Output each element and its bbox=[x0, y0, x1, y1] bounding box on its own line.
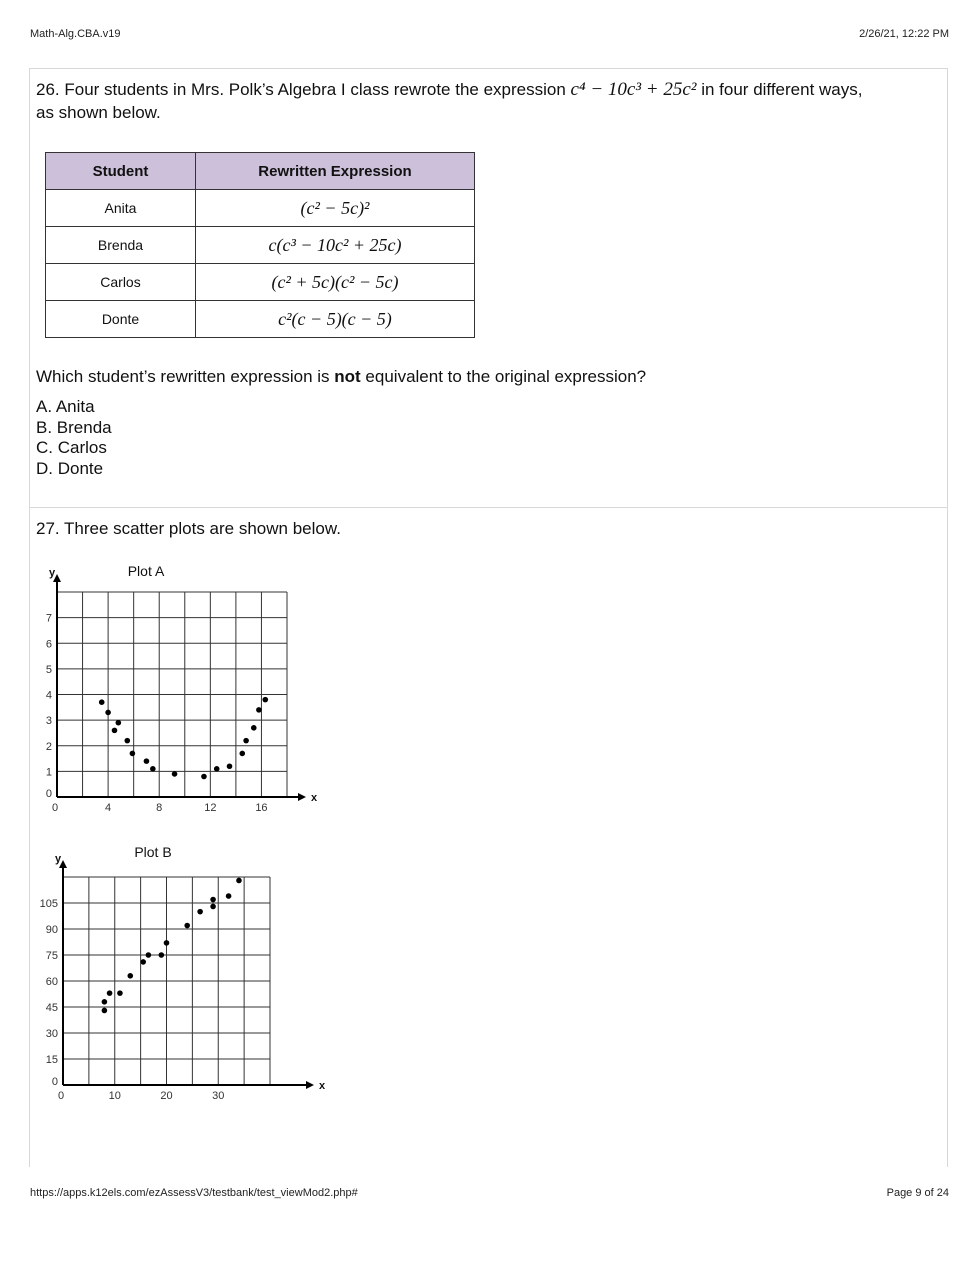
prompt-text: Which student’s rewritten expression is bbox=[36, 367, 335, 386]
plot-b-point bbox=[159, 952, 165, 958]
plot-a-point bbox=[144, 758, 150, 764]
plot-b-point bbox=[197, 909, 203, 915]
plot-a-y-tick-label: 4 bbox=[45, 689, 52, 702]
plot-b-y-tick-label: 45 bbox=[45, 1002, 58, 1014]
plot-a-point bbox=[239, 751, 245, 757]
plot-a-point bbox=[256, 707, 262, 713]
plot-b-point bbox=[102, 999, 108, 1005]
plot-b-point bbox=[107, 990, 113, 996]
rewritten-expression: (c² + 5c)(c² − 5c) bbox=[196, 264, 475, 301]
plot-b-x-tick-label: 30 bbox=[212, 1090, 225, 1102]
student-name: Carlos bbox=[46, 264, 196, 301]
choice-c[interactable]: C. Carlos bbox=[36, 438, 107, 457]
rewritten-expression: c(c³ − 10c² + 25c) bbox=[196, 227, 475, 264]
plot-a-y-tick-label: 2 bbox=[45, 740, 52, 753]
choice-d[interactable]: D. Donte bbox=[36, 458, 104, 478]
header-title: Math-Alg.CBA.v19 bbox=[30, 28, 121, 40]
plot-a-point bbox=[116, 720, 122, 726]
plot-b-point bbox=[127, 973, 133, 979]
plot-a-point bbox=[262, 697, 268, 703]
plot-b-point bbox=[210, 897, 216, 903]
plot-a-x-tick-label: 0 bbox=[51, 802, 59, 814]
plot-b-x-label: x bbox=[318, 1080, 326, 1092]
footer-page-number: Page 9 of 24 bbox=[886, 1187, 949, 1199]
plot-a-y-tick-label: 6 bbox=[45, 638, 52, 651]
plot-a-point bbox=[150, 766, 156, 772]
plot-a-x-tick-label: 8 bbox=[156, 802, 163, 814]
plot-b-point bbox=[226, 893, 232, 899]
plot-a-y-tick-label: 5 bbox=[45, 663, 52, 676]
plot-b-y-label: y bbox=[54, 853, 62, 865]
plot-a-point bbox=[124, 738, 130, 744]
choice-a[interactable]: A. Anita bbox=[36, 397, 95, 416]
plot-b-point bbox=[140, 959, 146, 965]
plot-a-point bbox=[99, 699, 105, 705]
footer-url: https://apps.k12els.com/ezAssessV3/testbank/test_viewMod2.php# bbox=[30, 1187, 358, 1199]
plot-a-point bbox=[172, 771, 178, 777]
plot-a-point bbox=[112, 728, 118, 734]
plot-b-point bbox=[184, 923, 190, 929]
plot-b-y-tick-label: 75 bbox=[45, 950, 58, 962]
plot-a-point bbox=[251, 725, 257, 731]
question-27-text: 27. Three scatter plots are shown below. bbox=[36, 519, 341, 538]
original-expression: c⁴ − 10c³ + 25c² bbox=[570, 79, 697, 100]
plot-b-point bbox=[146, 952, 152, 958]
table-header-expression: Rewritten Expression bbox=[196, 153, 475, 190]
student-name: Donte bbox=[46, 301, 196, 338]
intro-text: Four students in Mrs. Polk’s Algebra I class rewrote the expression bbox=[64, 80, 566, 99]
plot-a-point bbox=[130, 751, 136, 757]
rewritten-expression: (c² − 5c)² bbox=[196, 190, 475, 227]
plot-b-y-tick-label: 0 bbox=[51, 1076, 58, 1088]
plot-b-point bbox=[102, 1008, 108, 1014]
plot-a-x-tick-label: 4 bbox=[105, 802, 112, 814]
plot-b-point bbox=[117, 990, 123, 996]
plot-a-point bbox=[227, 763, 233, 769]
plot-a-x-label: x bbox=[310, 792, 318, 804]
plot-b-x-axis-arrow bbox=[306, 1081, 314, 1089]
question-number: 26. bbox=[36, 80, 60, 99]
intro-text-end: in four different ways, bbox=[701, 80, 863, 99]
plot-b-y-tick-label: 90 bbox=[45, 924, 58, 936]
prompt-text-end: equivalent to the original expression? bbox=[360, 367, 647, 386]
plot-a-point bbox=[243, 738, 249, 744]
plot-b-x-tick-label: 10 bbox=[108, 1090, 121, 1102]
header-datetime: 2/26/21, 12:22 PM bbox=[859, 28, 949, 40]
plot-a-point bbox=[214, 766, 220, 772]
plot-a-x-tick-label: 16 bbox=[255, 802, 268, 814]
plot-a-title: Plot A bbox=[127, 563, 165, 579]
rewritten-expression: c²(c − 5)(c − 5) bbox=[196, 301, 475, 338]
plot-b-y-tick-label: 30 bbox=[45, 1028, 58, 1040]
student-name: Anita bbox=[46, 190, 196, 227]
plot-b-point bbox=[210, 904, 216, 910]
prompt-emphasis: not bbox=[334, 367, 361, 386]
plot-b-x-tick-label: 0 bbox=[57, 1090, 65, 1102]
question-26-intro-line2: as shown below. bbox=[36, 103, 161, 122]
student-name: Brenda bbox=[46, 227, 196, 264]
plot-a-point bbox=[105, 710, 111, 716]
plot-b-point bbox=[236, 878, 242, 884]
plot-a-y-tick-label: 1 bbox=[45, 766, 52, 779]
plot-a-y-label: y bbox=[48, 567, 56, 579]
plot-a-x-axis-arrow bbox=[298, 793, 306, 801]
plot-a-y-tick-label: 0 bbox=[45, 788, 52, 800]
table-header-student: Student bbox=[46, 153, 196, 190]
plot-a-y-tick-label: 3 bbox=[45, 715, 52, 728]
plot-b-y-tick-label: 15 bbox=[45, 1054, 58, 1066]
plot-a-point bbox=[201, 774, 207, 780]
plot-b-title: Plot B bbox=[134, 844, 172, 860]
choice-b[interactable]: B. Brenda bbox=[36, 417, 112, 437]
plot-b-point bbox=[164, 940, 170, 946]
plot-b-x-tick-label: 20 bbox=[160, 1090, 173, 1102]
plot-a-y-tick-label: 7 bbox=[45, 612, 52, 625]
plot-b-y-tick-label: 105 bbox=[39, 898, 58, 910]
plot-b-y-tick-label: 60 bbox=[45, 976, 58, 988]
plot-a-x-tick-label: 12 bbox=[204, 802, 217, 814]
